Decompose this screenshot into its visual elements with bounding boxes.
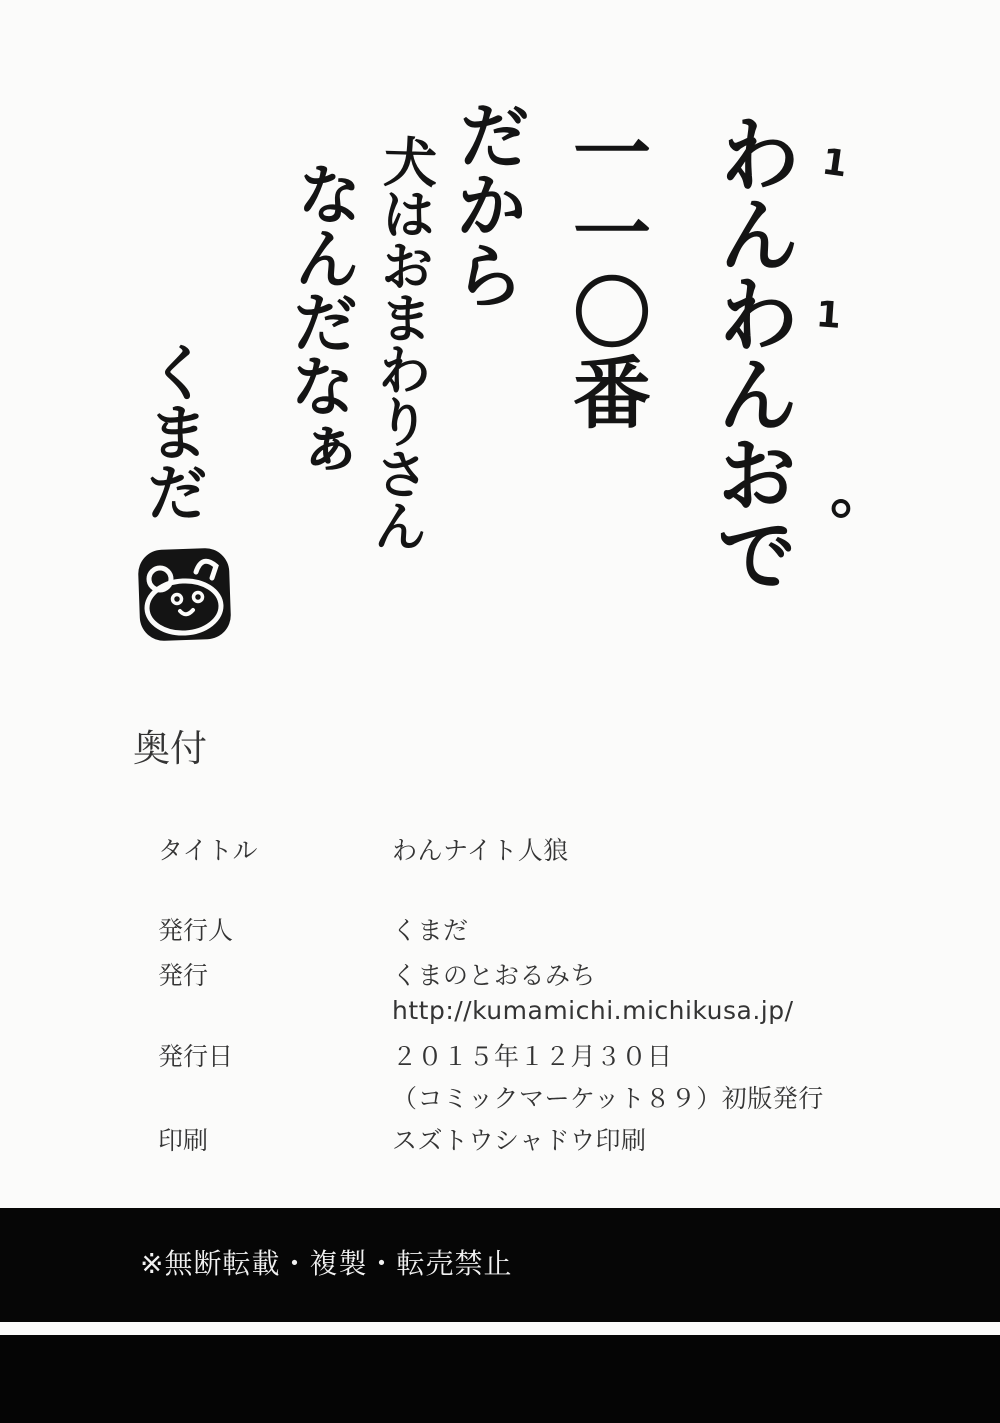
handwritten-period: 。	[830, 457, 890, 527]
handwritten-line-4: 犬はおまわりさん	[364, 133, 439, 551]
colophon-value: くまのとおるみち	[392, 961, 597, 990]
colophon-url-text: http://kumamichi.michikusa.jp/	[392, 996, 794, 1025]
handwritten-superscript-2: 1	[814, 294, 843, 337]
colophon-label: 発行	[158, 961, 209, 990]
colophon-value: くまだ	[392, 916, 469, 945]
colophon-row-publisher-person	[0, 911, 1000, 945]
colophon-row-event-edition	[0, 1079, 1000, 1113]
colophon-label: タイトル	[158, 836, 258, 865]
colophon-label: 発行日	[158, 1042, 234, 1071]
colophon-value: わんナイト人狼	[392, 836, 569, 865]
handwritten-line-3: だから	[440, 96, 532, 310]
colophon-value: スズトウシャドウ印刷	[392, 1126, 647, 1155]
bottom-black-bar	[0, 1335, 1000, 1423]
notice-bar	[0, 1208, 1000, 1322]
colophon-label: 発行人	[158, 916, 234, 945]
colophon-row-url	[0, 996, 1000, 1026]
handwritten-line-1: わんわんおで	[701, 111, 802, 593]
handwritten-line-5: なんだなぁ	[275, 158, 364, 482]
handwritten-line-2: 一一〇番	[560, 112, 650, 432]
colophon-label: 印刷	[158, 1126, 209, 1155]
bear-face-stamp-icon	[136, 546, 233, 643]
reproduction-prohibited-notice: ※無断転載・複製・転売禁止	[140, 1247, 513, 1280]
colophon-value: （コミックマーケット８９）初版発行	[392, 1084, 824, 1113]
colophon-row-publish-date	[0, 1037, 1000, 1071]
colophon-row-title	[0, 831, 1000, 865]
colophon-value: ２０１５年１２月３０日	[392, 1042, 673, 1071]
footer-gap-strip	[0, 1322, 1000, 1335]
colophon-row-circle	[0, 956, 1000, 990]
colophon-row-printer	[0, 1121, 1000, 1155]
handwritten-superscript-1: 1	[819, 141, 850, 186]
colophon-heading: 奥付	[133, 727, 207, 770]
author-signature: くまだ	[135, 339, 212, 521]
